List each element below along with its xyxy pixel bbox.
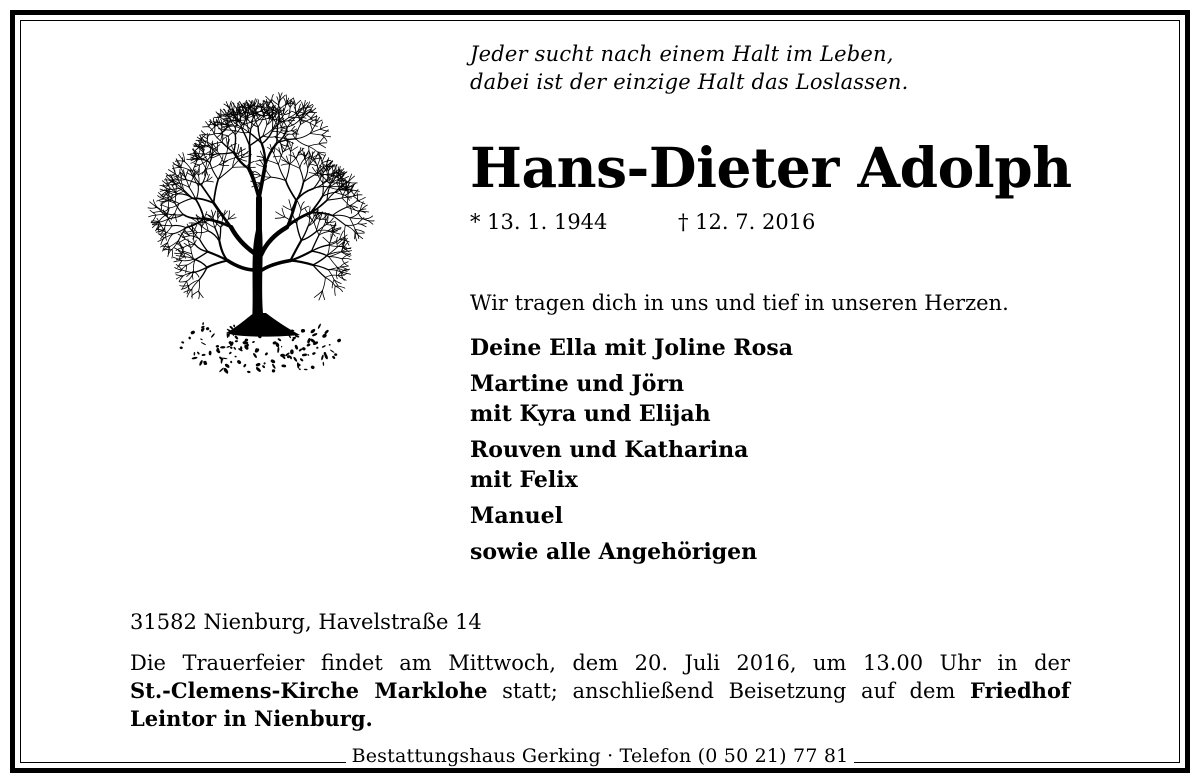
mourner-line: Deine Ella mit Joline Rosa <box>470 335 793 361</box>
mourner-group <box>470 333 793 363</box>
mourner-line: sowie alle Angehörigen <box>470 539 758 565</box>
service-line-1: Die Trauerfeier findet am Mittwoch, dem 20. Juli 2016, um 13.00 Uhr in der <box>130 651 1070 675</box>
memorial-sentence: Wir tragen dich in uns und tief in unseren Herzen. <box>470 291 1009 315</box>
mourner-line: mit Felix <box>470 467 578 493</box>
motto-quote <box>470 40 1090 96</box>
funeral-home-contact: Bestattungshaus Gerking · Telefon (0 50 21) 77 81 <box>346 745 855 767</box>
mourner-group <box>470 435 793 495</box>
mourner-line: mit Kyra und Elijah <box>470 401 711 427</box>
birth-date: * 13. 1. 1944 <box>470 210 608 234</box>
deceased-name: Hans-Dieter Adolph <box>470 135 1072 200</box>
mourner-line: Rouven und Katharina <box>470 437 749 463</box>
church-name: St.-Clemens-Kirche Marklohe <box>130 678 488 703</box>
motto-line-1: Jeder sucht nach einem Halt im Leben, <box>470 42 894 66</box>
service-line-2 <box>130 677 1070 705</box>
family-address: 31582 Nienburg, Havelstraße 14 <box>130 610 482 634</box>
funeral-service-info <box>130 650 1070 733</box>
mourners-list <box>470 333 793 573</box>
funeral-home-footer <box>0 745 1200 767</box>
death-date: † 12. 7. 2016 <box>678 210 816 234</box>
mourner-group <box>470 537 793 567</box>
motto-line-2: dabei ist der einzige Halt das Loslassen. <box>470 70 909 94</box>
service-line-3 <box>130 705 1070 733</box>
tree-illustration-icon <box>140 55 380 385</box>
cemetery-name-part-1: Friedhof <box>970 678 1070 703</box>
mourner-group <box>470 369 793 429</box>
mourner-line: Martine und Jörn <box>470 371 685 397</box>
cemetery-name-part-2: Leintor in Nienburg. <box>130 706 373 731</box>
service-mid-text: statt; anschließend Beisetzung auf dem <box>502 679 956 703</box>
mourner-line: Manuel <box>470 503 563 529</box>
mourner-group <box>470 501 793 531</box>
